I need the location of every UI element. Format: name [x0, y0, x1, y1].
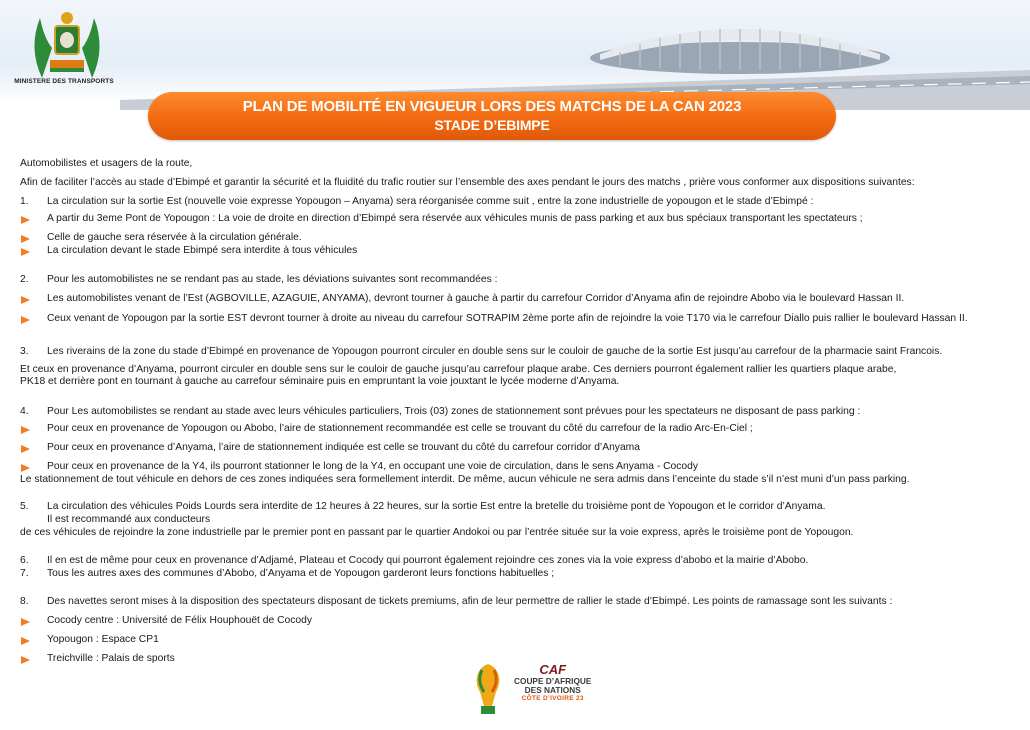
caf-brand: CAF	[539, 662, 567, 677]
section-8-text: Des navettes seront mises à la disposition des spectateurs disposant de tickets premiums, afin de leur permettre de rallier le stade d’Ebimpé. Les points de ramassage sont les suivants :	[47, 596, 893, 607]
section-3-text: Les riverains de la zone du stade d’Ebimpé en provenance de Yopougon pourront circuler en double sens sur le couloir de gauche de la sortie Est jusqu’au carrefour de la pharmacie saint Francois.	[47, 346, 943, 357]
bullet-arrow-icon	[21, 216, 30, 224]
list-item: La circulation devant le stade Ebimpé sera interdite à tous véhicules	[47, 245, 358, 256]
paragraph: Le stationnement de tout véhicule en dehors de ces zones indiquées sera formellement interdit. De même, aucun véhicule ne sera admis dans l’enceinte du stade s’il n’est muni d’un pass parking.	[20, 474, 910, 485]
bullet-arrow-icon	[21, 618, 30, 626]
caf-afcon-logo	[514, 662, 591, 703]
list-item: Les automobilistes venant de l’Est (AGBOVILLE, AZAGUIE, ANYAMA), devront tourner à gauche à partir du carrefour Corridor d’Anyama afin de rejoindre Abobo via le boulevard Hassan II.	[47, 293, 905, 304]
bullet-arrow-icon	[21, 445, 30, 453]
page-title: PLAN DE MOBILITÉ EN VIGUEUR LORS DES MATCHS DE LA CAN 2023	[242, 98, 742, 115]
section-number: 2.	[20, 274, 29, 285]
page-subtitle: STADE D’EBIMPE	[434, 117, 550, 133]
greeting: Automobilistes et usagers de la route,	[20, 158, 193, 169]
section-2-text: Pour les automobilistes ne se rendant pas au stade, les déviations suivantes sont recommandées :	[47, 274, 498, 285]
afcon-line-1: COUPE D’AFRIQUE	[514, 676, 592, 686]
list-item: Cocody centre : Université de Félix Houphouët de Cocody	[47, 615, 312, 626]
intro-sentence: Afin de faciliter l’accès au stade d’Ebimpé et garantir la sécurité et la fluidité du trafic routier sur l’ensemble des axes pendant le jours des matchs , prière vous conformer aux dispositions suivantes:	[20, 177, 915, 188]
bullet-arrow-icon	[21, 637, 30, 645]
paragraph: Et ceux en provenance d’Anyama, pourront circuler en double sens sur le couloir de gauche jusqu’au carrefour plaque arabe. Ces derniers pourront également rallier les quartiers plaque arabe,	[20, 364, 897, 375]
list-item: Pour ceux en provenance d’Anyama, l’aire de stationnement indiquée est celle se trouvant du côté du carrefour corridor d’Anyama	[47, 442, 640, 453]
section-number: 8.	[20, 596, 29, 607]
bullet-arrow-icon	[21, 248, 30, 256]
trophy-logo-icon	[468, 662, 508, 718]
section-number: 5.	[20, 501, 29, 512]
section-number: 7.	[20, 568, 29, 579]
bullet-arrow-icon	[21, 464, 30, 472]
section-number: 3.	[20, 346, 29, 357]
bullet-arrow-icon	[21, 296, 30, 304]
section-5-text: La circulation des véhicules Poids Lourds sera interdite de 12 heures à 22 heures, sur la sortie Est entre la bretelle du troisième pont de Yopougon et le corridor d’Anyama.	[47, 501, 826, 512]
paragraph: de ces véhicules de rejoindre la zone industrielle par le premier pont en passant par le quartier Andokoi ou par l’entrée située sur la voie express, après le troisième pont de Yopougon.	[20, 527, 854, 538]
afcon-line-3: CÔTE D’IVOIRE 23	[521, 695, 584, 702]
afcon-line-2: DES NATIONS	[524, 685, 581, 695]
section-6-text: Il en est de même pour ceux en provenance d’Adjamé, Plateau et Cocody qui pourront également rejoindre ces zones via la voie express d’abobo et la mairie d’Abobo.	[47, 555, 809, 566]
section-number: 4.	[20, 406, 29, 417]
list-item: Pour ceux en provenance de Yopougon ou Abobo, l’aire de stationnement recommandée est celle se trouvant du côté du carrefour de la radio Arc-En-Ciel ;	[47, 423, 753, 434]
list-item: A partir du 3eme Pont de Yopougon : La voie de droite en direction d’Ebimpé sera réservée aux véhicules munis de pass parking et aux bus spéciaux transportant les spectateurs ;	[47, 213, 863, 224]
paragraph: Il est recommandé aux conducteurs	[47, 514, 211, 525]
list-item: Yopougon : Espace CP1	[47, 634, 159, 645]
section-1-text: La circulation sur la sortie Est (nouvelle voie expresse Yopougon – Anyama) sera réorganisée comme suit , entre la zone industrielle de yopougon et le stade d’Ebimpé :	[47, 196, 814, 207]
section-number: 1.	[20, 196, 29, 207]
bullet-arrow-icon	[21, 235, 30, 243]
list-item: Pour ceux en provenance de la Y4, ils pourront stationner le long de la Y4, en occupant une voie de circulation, dans le sens Anyama - Cocody	[47, 461, 699, 472]
section-number: 6.	[20, 555, 29, 566]
list-item: Ceux venant de Yopougon par la sortie EST devront tourner à droite au niveau du carrefour SOTRAPIM 2ème porte afin de rejoindre la voie T170 via le carrefour Diallo puis rallier le boulevard Hassan II.	[47, 313, 968, 324]
bullet-arrow-icon	[21, 316, 30, 324]
section-7-text: Tous les autres axes des communes d’Abobo, d’Anyama et de Yopougon garderont leurs fonctions habituelles ;	[47, 568, 555, 579]
bullet-arrow-icon	[21, 426, 30, 434]
ministry-label: MINISTERE DES TRANSPORTS	[14, 78, 114, 85]
bullet-arrow-icon	[21, 656, 30, 664]
paragraph: PK18 et derrière pont en tournant à gauche au carrefour séminaire puis en empruntant la voie jouxtant le lycée moderne d’Anyama.	[20, 376, 620, 387]
section-4-text: Pour Les automobilistes se rendant au stade avec leurs véhicules particuliers, Trois (03) zones de stationnement sont prévues pour les spectateurs ne disposant de pass parking :	[47, 406, 861, 417]
list-item: Treichville : Palais de sports	[47, 653, 175, 664]
list-item: Celle de gauche sera réservée à la circulation générale.	[47, 232, 302, 243]
